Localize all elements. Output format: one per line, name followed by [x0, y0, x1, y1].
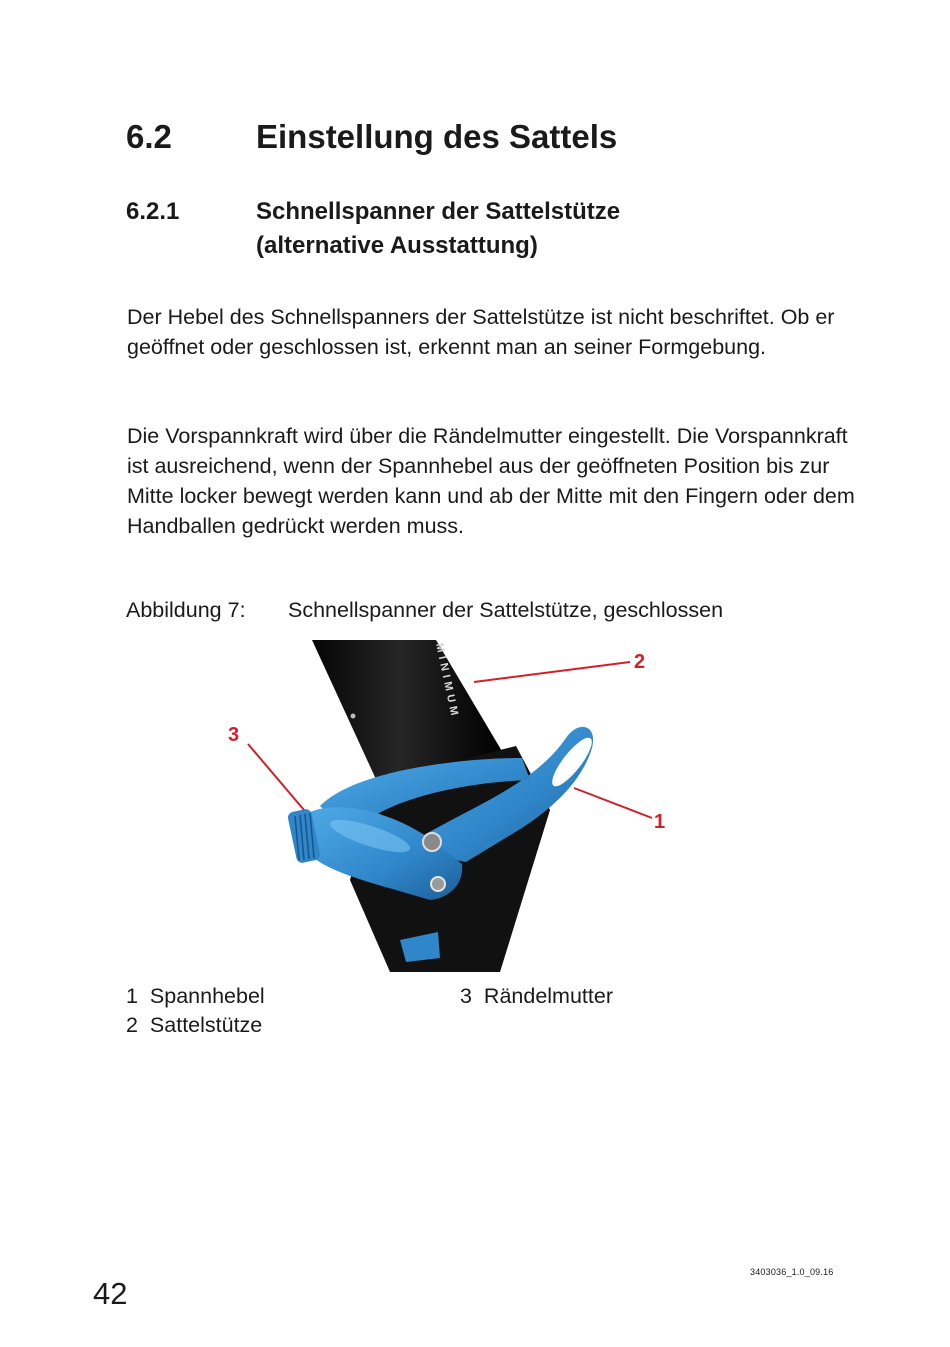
figure-caption [126, 598, 723, 623]
legend-item-number: 3 [460, 984, 472, 1008]
paragraph-preload: Die Vorspannkraft wird über die Rändelmutter eingestellt. Die Vorspannkraft ist ausreichend, wenn der Spannhebel aus der geöffneten Position bis zur Mitte locker bewegt werden kann und ab der Mitte mit den Fingern oder dem Handballen gedrückt werden muss. [127, 424, 855, 538]
subsection-title [256, 195, 776, 263]
legend-item-1 [126, 981, 265, 1011]
page-number: 42 [93, 1276, 128, 1311]
post-marking-dot [351, 714, 356, 719]
legend-item-number: 2 [126, 1013, 138, 1037]
legend-item-label: Spannhebel [149, 984, 265, 1008]
post-lettering: MINIMUM [433, 642, 461, 721]
subsection-title-line1: Schnellspanner der Sattelstütze [256, 198, 621, 225]
legend-item-2 [126, 1010, 262, 1040]
legend-item-number: 1 [126, 984, 138, 1008]
lower-bolt [431, 877, 445, 891]
subsection-number: 6.2.1 [126, 198, 180, 225]
callout-line-3 [248, 744, 304, 810]
callout-2: 2 [634, 651, 646, 673]
callout-1: 1 [654, 811, 666, 833]
legend-item-3 [460, 981, 613, 1011]
legend-item-label: Sattelstütze [149, 1013, 263, 1037]
section-title: Einstellung des Sattels [256, 118, 618, 155]
section-number: 6.2 [126, 118, 172, 155]
subsection-title-line2: (alternative Ausstattung) [256, 232, 538, 259]
pivot-bolt [423, 833, 441, 851]
callout-3: 3 [228, 724, 240, 746]
legend-item-label: Rändelmutter [483, 984, 613, 1008]
callout-line-1 [574, 788, 652, 818]
paragraph-lever: Der Hebel des Schnellspanners der Sattelstütze ist nicht beschriftet. Ob er geöffnet oder geschlossen ist, erkennt man an seiner Formgebung. [127, 305, 835, 359]
figure-caption-label: Abbildung 7: [126, 598, 246, 622]
callout-line-2 [474, 662, 630, 682]
figure-caption-text: Schnellspanner der Sattelstütze, geschlossen [288, 598, 724, 622]
document-id: 3403036_1.0_09.16 [750, 1267, 834, 1277]
seatpost-clamp-figure [200, 640, 700, 972]
